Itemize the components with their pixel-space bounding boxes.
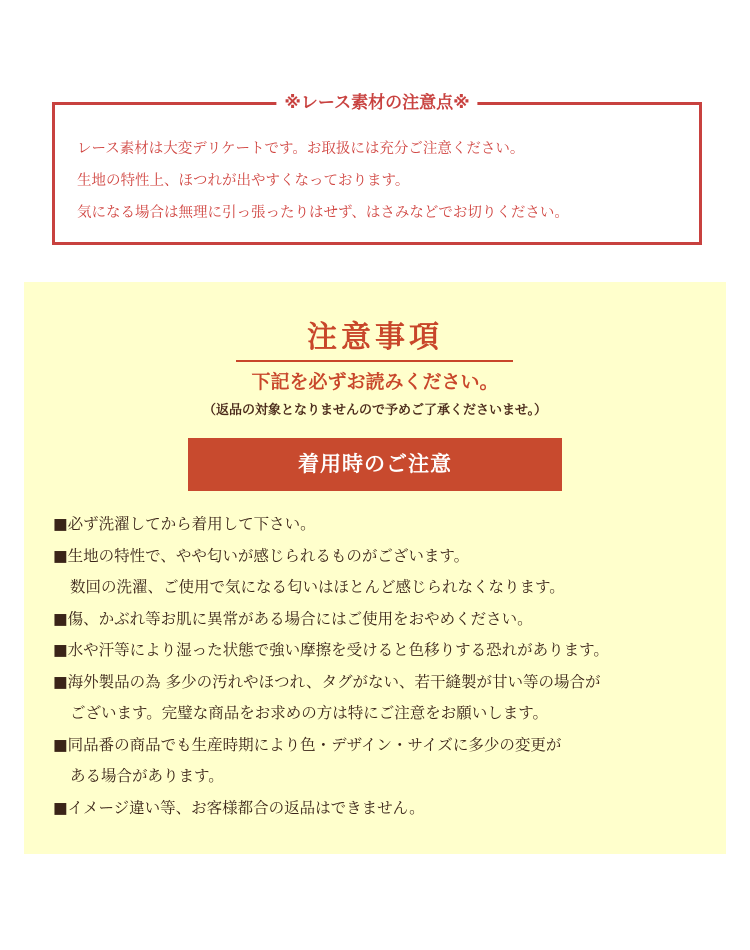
list-item: ■必ず洗濯してから着用して下さい。 [53, 515, 316, 533]
list-item: ■水や汗等により湿った状態で強い摩擦を受けると色移りする恐れがあります。 [53, 641, 609, 659]
lace-notice-line: 気になる場合は無理に引っ張ったりはせず、はさみなどでお切りください。 [77, 205, 569, 221]
lace-notice-title: ※レース素材の注意点※ [276, 91, 477, 115]
lace-notice-line: 生地の特性上、ほつれが出やすくなっております。 [77, 173, 410, 189]
section-title-bar: 着用時のご注意 [188, 438, 562, 491]
list-item-continuation: ある場合があります。 [70, 767, 224, 785]
list-item: ■生地の特性で、やや匂いが感じられるものがございます。 [53, 546, 470, 565]
lace-notice-text [77, 133, 569, 229]
list-item: ■同品番の商品でも生産時期により色・デザイン・サイズに多少の変更が [53, 735, 562, 754]
caution-note: （返品の対象となりませんので予めご了承くださいませ。） [202, 403, 548, 418]
list-item: ■海外製品の為 多少の汚れやほつれ、タグがない、若干縫製が甘い等の場合が [53, 672, 601, 691]
caution-panel [24, 282, 726, 854]
list-item: ■イメージ違い等、お客様都合の返品はできません。 [53, 798, 425, 817]
list-item-continuation: 数回の洗濯、ご使用で気になる匂いはほとんど感じられなくなります。 [70, 578, 565, 596]
heading-divider [236, 360, 513, 362]
caution-subheading: 下記を必ずお読みください。 [251, 371, 499, 393]
list-item-continuation: ございます。完璧な商品をお求めの方は特にご注意をお願いします。 [70, 704, 549, 722]
caution-heading: 注意事項 [307, 320, 443, 355]
lace-notice-line: レース素材は大変デリケートです。お取扱には充分ご注意ください。 [77, 141, 525, 157]
lace-notice-box [52, 93, 702, 245]
caution-list [53, 509, 609, 824]
list-item: ■傷、かぶれ等お肌に異常がある場合にはご使用をおやめください。 [53, 609, 533, 628]
